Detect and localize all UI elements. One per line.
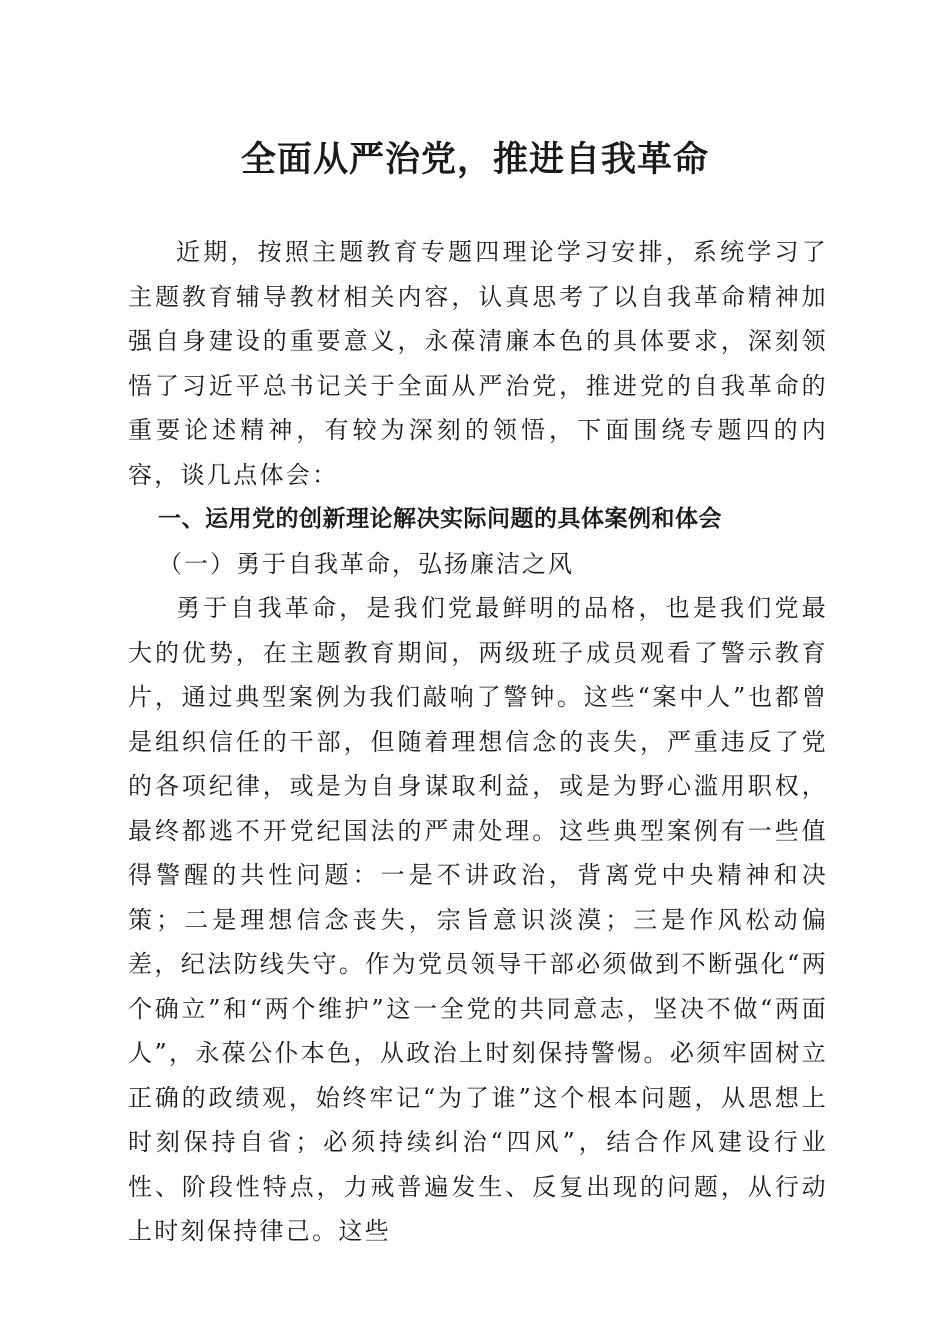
document-body — [128, 230, 828, 1254]
intro-paragraph: 近期，按照主题教育专题四理论学习安排，系统学习了主题教育辅导教材相关内容，认真思考了以自我革命精神加强自身建设的重要意义，永葆清廉本色的具体要求，深刻领悟了习近平总书记关于全面从严治党，推进党的自我革命的重要论述精神，有较为深刻的领悟，下面围绕专题四的内容，谈几点体会： — [128, 238, 828, 489]
body-paragraph: 勇于自我革命，是我们党最鲜明的品格，也是我们党最大的优势，在主题教育期间，两级班子成员观看了警示教育片，通过典型案例为我们敲响了警钟。这些“案中人”也都曾是组织信任的干部，但随着理想信念的丧失，严重违反了党的各项纪律，或是为自身谋取利益，或是为野心滥用职权，最终都逃不开党纪国法的严肃处理。这些典型案例有一些值得警醒的共性问题：一是不讲政治，背离党中央精神和决策；二是理想信念丧失，宗旨意识淡漠；三是作风松动偏差，纪法防线失守。作为党员领导干部必须做到不断强化“两个确立”和“两个维护”这一全党的共同意志，坚决不做“两面人”，永葆公仆本色，从政治上时刻保持警惕。必须牢固树立正确的政绩观，始终牢记“为了谁”这个根本问题，从思想上时刻保持自省；必须持续纠治“四风”，结合作风建设行业性、阶段性特点，力戒普遍发生、反复出现的问题，从行动上时刻保持律己。这些 — [128, 594, 828, 1245]
subsection-heading: （一）勇于自我革命，弘扬廉洁之风 — [158, 549, 574, 578]
section-heading: 一、运用党的创新理论解决实际问题的具体案例和体会 — [158, 506, 722, 532]
document-title: 全面从严治党，推进自我革命 — [240, 139, 709, 180]
